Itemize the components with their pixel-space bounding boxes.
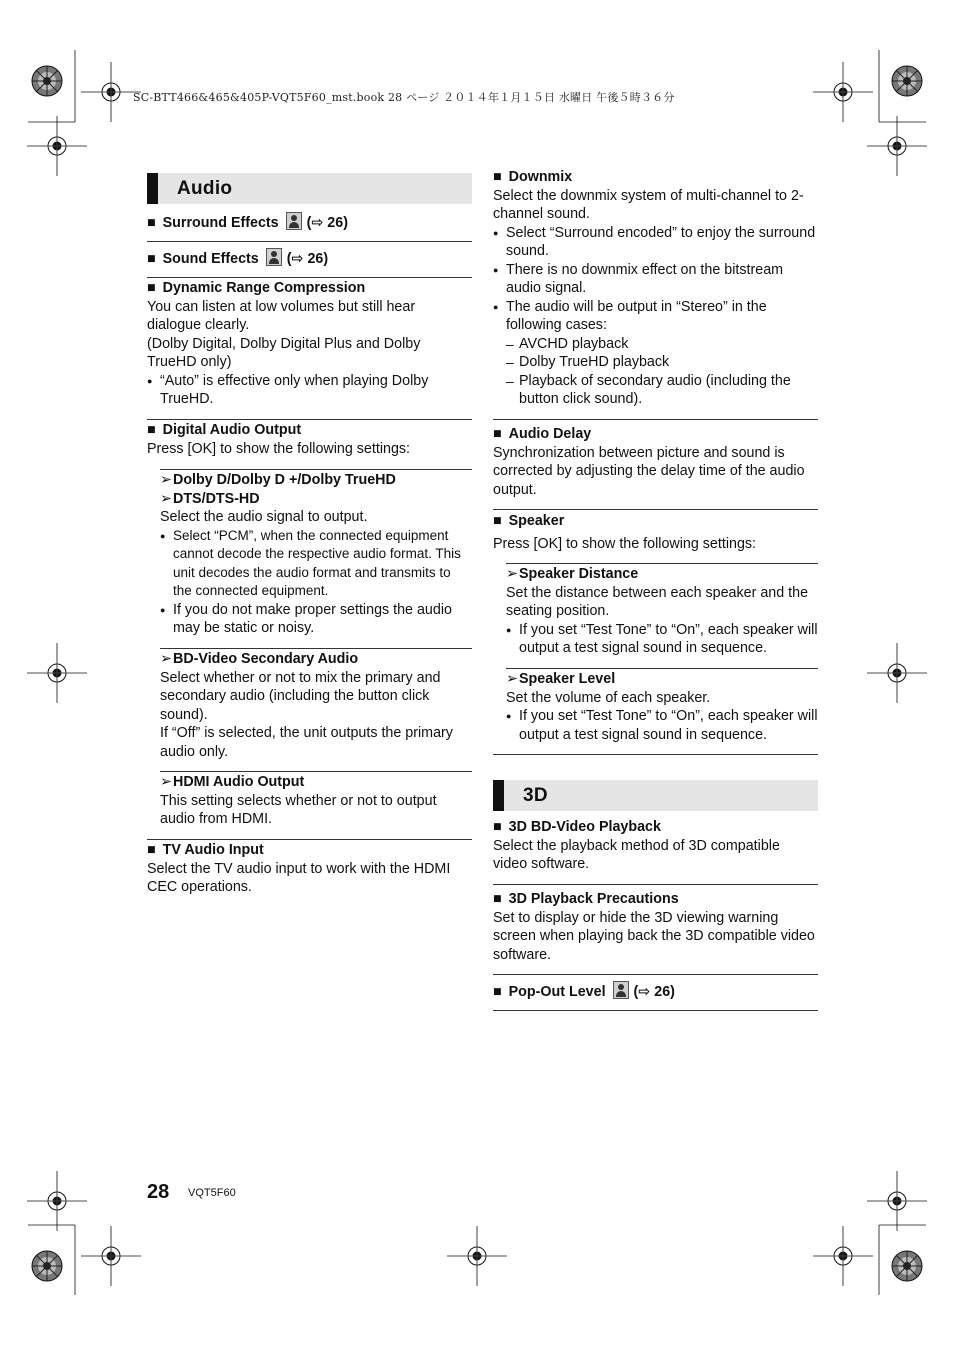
list-item: ● “Auto” is effective only when playing Dolby TrueHD. [147, 372, 472, 409]
body-text: If “Off” is selected, the unit outputs the primary audio only. [160, 725, 453, 760]
block-speaker [493, 512, 818, 553]
divider [147, 241, 472, 242]
section-bar [493, 780, 504, 811]
body-text: Set the volume of each speaker. [506, 689, 711, 706]
divider [506, 563, 818, 564]
square-bullet-icon: ■ [493, 513, 502, 529]
person-icon [266, 248, 282, 266]
square-bullet-icon: ■ [493, 169, 502, 185]
square-bullet-icon: ■ [493, 426, 502, 442]
page-reference: (⇨ 26) [633, 984, 675, 1000]
divider [160, 648, 472, 649]
list-item: – AVCHD playback [506, 335, 818, 354]
block-3d-bd-video [493, 818, 818, 874]
subheading-bd-video-secondary: ➢BD-Video Secondary Audio [160, 651, 359, 667]
block-hdmi-audio-output [160, 773, 472, 829]
divider [147, 839, 472, 840]
subheading-speaker-distance: ➢Speaker Distance [506, 566, 639, 582]
page-number: 28 [147, 1181, 170, 1203]
divider [493, 509, 818, 510]
square-bullet-icon: ■ [147, 215, 156, 231]
arrow-icon: ➢ [160, 774, 172, 790]
body-text: Press [OK] to show the following settings: [147, 440, 411, 457]
arrow-icon: ➢ [160, 472, 172, 488]
square-bullet-icon: ■ [493, 819, 502, 835]
document-code: VQT5F60 [188, 1187, 236, 1199]
divider [160, 771, 472, 772]
bullet-list [506, 707, 818, 744]
block-3d-precautions [493, 890, 818, 964]
body-text: Select the downmix system of multi-channel to 2-channel sound. [493, 187, 804, 222]
divider [160, 469, 472, 470]
arrow-icon: ➢ [160, 651, 172, 667]
heading-audio-delay: ■ Audio Delay [493, 426, 592, 442]
square-bullet-icon: ■ [147, 280, 156, 296]
divider [493, 754, 818, 755]
list-item: ● If you set “Test Tone” to “On”, each speaker will output a test signal sound in sequence. [506, 621, 818, 658]
divider [493, 974, 818, 975]
subheading-dts: ➢DTS/DTS-HD [160, 490, 260, 507]
list-item: ● If you set “Test Tone” to “On”, each speaker will output a test signal sound in sequence. [506, 707, 818, 744]
body-text: Set the distance between each speaker and the seating position. [506, 584, 809, 619]
dash-list [493, 335, 818, 409]
heading-dynamic-range: ■ Dynamic Range Compression [147, 280, 366, 296]
divider [147, 277, 472, 278]
section-title-3d: 3D [523, 785, 548, 806]
subheading-speaker-level: ➢Speaker Level [506, 671, 616, 687]
block-digital-audio-output [147, 421, 472, 458]
body-text: Set to display or hide the 3D viewing warning screen when playing back the 3D compatible video software. [493, 909, 815, 963]
block-speaker-level [506, 670, 818, 744]
list-item: ● Select “Surround encoded” to enjoy the surround sound. [493, 224, 818, 261]
square-bullet-icon: ■ [147, 842, 156, 858]
block-tv-audio-input [147, 841, 472, 897]
body-text: Synchronization between picture and sound is corrected by adjusting the delay time of the audio output. [493, 444, 805, 498]
file-header: SC-BTT466&465&405P-VQT5F60_mst.book 28 ページ ２０１４年１月１５日 水曜日 午後５時３６分 [133, 91, 675, 104]
square-bullet-icon: ■ [147, 422, 156, 438]
subheading-hdmi-audio-output: ➢HDMI Audio Output [160, 774, 305, 790]
section-title-audio: Audio [177, 178, 233, 199]
list-item: – Playback of secondary audio (including the button click sound). [506, 372, 818, 409]
bullet-list [493, 224, 818, 335]
block-dynamic-range [147, 279, 472, 409]
block-audio-delay [493, 425, 818, 499]
divider [506, 668, 818, 669]
body-text: Select whether or not to mix the primary and secondary audio (including the button click sound). [160, 669, 441, 723]
block-dolby-dts [160, 471, 472, 638]
square-bullet-icon: ■ [147, 251, 156, 267]
body-text: Select the playback method of 3D compatible video software. [493, 837, 780, 872]
list-item: ● Select “PCM”, when the connected equipment cannot decode the respective audio format. This unit decodes the audio format and transmits to the connected equipment. [160, 527, 472, 601]
heading-pop-out-level: ■ Pop-Out Level (⇨ 26) [493, 981, 818, 1002]
subheading-dolby: ➢Dolby D/Dolby D +/Dolby TrueHD [160, 472, 396, 488]
bullet-list [160, 527, 472, 638]
heading-downmix: ■ Downmix [493, 169, 573, 185]
person-icon [286, 212, 302, 230]
body-text: Select the audio signal to output. [160, 509, 368, 525]
heading-sound-effects: ■ Sound Effects (⇨ 26) [147, 248, 472, 269]
arrow-icon: ➢ [506, 671, 518, 687]
block-bd-video-secondary [160, 650, 472, 761]
heading-3d-precautions: ■ 3D Playback Precautions [493, 891, 679, 907]
section-band-audio [147, 173, 472, 204]
list-item: – Dolby TrueHD playback [506, 353, 818, 372]
section-band-3d [493, 780, 818, 811]
block-speaker-distance [506, 565, 818, 658]
arrow-icon: ➢ [506, 566, 518, 582]
divider [147, 419, 472, 420]
divider [493, 1010, 818, 1011]
square-bullet-icon: ■ [493, 984, 502, 1000]
body-text: Press [OK] to show the following settings: [493, 535, 757, 552]
divider [493, 419, 818, 420]
square-bullet-icon: ■ [493, 891, 502, 907]
list-item: ● There is no downmix effect on the bitstream audio signal. [493, 261, 818, 298]
body-text: Select the TV audio input to work with the HDMI CEC operations. [147, 860, 451, 895]
page-reference: (⇨ 26) [306, 215, 348, 231]
block-downmix [493, 168, 818, 409]
arrow-icon: ➢ [160, 490, 172, 507]
divider [493, 884, 818, 885]
heading-surround-effects: ■ Surround Effects (⇨ 26) [147, 212, 472, 233]
body-text: (Dolby Digital, Dolby Digital Plus and Dolby TrueHD only) [147, 335, 421, 370]
list-item: ● The audio will be output in “Stereo” in the following cases: [493, 298, 818, 335]
bullet-list [506, 621, 818, 658]
heading-speaker: ■ Speaker [493, 513, 565, 529]
bullet-list [147, 372, 472, 409]
person-icon [613, 981, 629, 999]
list-item: ● If you do not make proper settings the audio may be static or noisy. [160, 601, 472, 638]
heading-digital-audio-output: ■ Digital Audio Output [147, 422, 302, 438]
heading-tv-audio-input: ■ TV Audio Input [147, 842, 264, 858]
section-bar [147, 173, 158, 204]
heading-3d-bd-video: ■ 3D BD-Video Playback [493, 819, 661, 835]
body-text: You can listen at low volumes but still hear dialogue clearly. [147, 298, 416, 333]
body-text: This setting selects whether or not to output audio from HDMI. [160, 792, 437, 827]
page-reference: (⇨ 26) [286, 251, 329, 267]
